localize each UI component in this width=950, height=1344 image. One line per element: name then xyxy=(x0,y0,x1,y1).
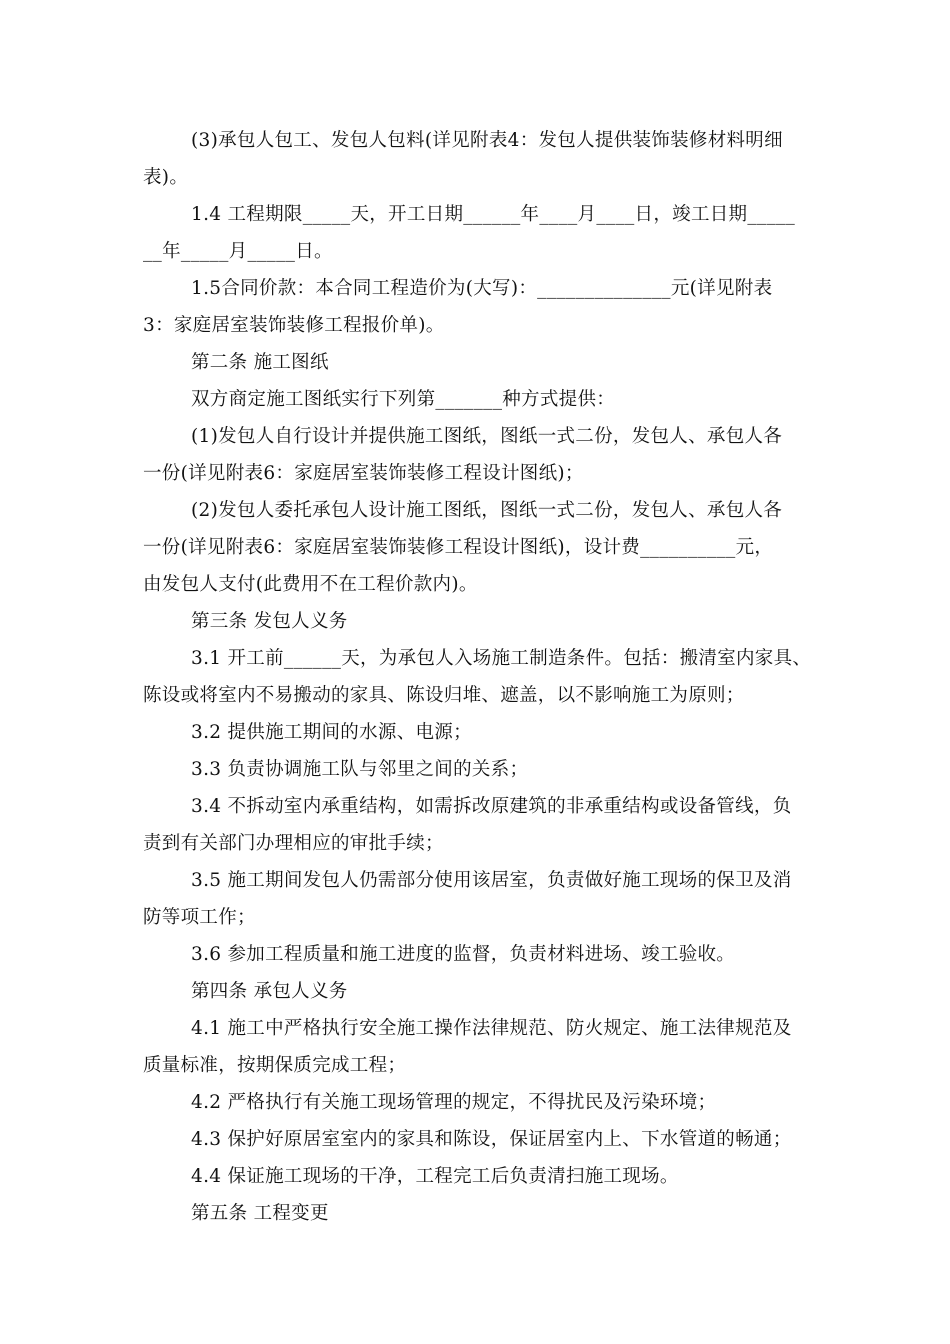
text-line: 1.5合同价款：本合同工程造价为(大写)：______________元(详见附表 xyxy=(191,278,773,299)
text-line: 由发包人支付(此费用不在工程价款内)。 xyxy=(143,574,478,595)
text-line: 1.4 工程期限_____天，开工日期______年____月____日，竣工日期_____ xyxy=(191,204,796,225)
text-line: (1)发包人自行设计并提供施工图纸，图纸一式二份，发包人、承包人各 xyxy=(191,426,783,447)
text-line: 3.2 提供施工期间的水源、电源； xyxy=(191,722,472,743)
document-body xyxy=(143,122,813,1232)
text-line: 第五条 工程变更 xyxy=(191,1203,329,1224)
text-line: 一份(详见附表6：家庭居室装饰装修工程设计图纸)，设计费__________元， xyxy=(143,537,774,558)
text-line: (3)承包人包工、发包人包料(详见附表4：发包人提供装饰装修材料明细 xyxy=(191,130,783,151)
text-line: 防等项工作； xyxy=(143,907,256,928)
text-line: 3.5 施工期间发包人仍需部分使用该居室，负责做好施工现场的保卫及消 xyxy=(191,870,792,891)
text-line: 3：家庭居室装饰装修工程报价单)。 xyxy=(143,315,445,336)
text-line: 4.3 保护好原居室室内的家具和陈设，保证居室内上、下水管道的畅通； xyxy=(191,1129,792,1150)
text-line: 3.6 参加工程质量和施工进度的监督，负责材料进场、竣工验收。 xyxy=(191,944,736,965)
text-line: 3.3 负责协调施工队与邻里之间的关系； xyxy=(191,759,529,780)
text-line: 陈设或将室内不易搬动的家具、陈设归堆、遮盖，以不影响施工为原则； xyxy=(143,685,745,706)
text-line: (2)发包人委托承包人设计施工图纸，图纸一式二份，发包人、承包人各 xyxy=(191,500,783,521)
text-line: 表)。 xyxy=(143,167,189,188)
text-line: 3.1 开工前______天，为承包人入场施工制造条件。包括：搬清室内家具、 xyxy=(191,648,812,669)
text-line: 第三条 发包人义务 xyxy=(191,611,348,632)
text-line: 责到有关部门办理相应的审批手续； xyxy=(143,833,444,854)
text-line: 第二条 施工图纸 xyxy=(191,352,329,373)
text-line: 4.4 保证施工现场的干净，工程完工后负责清扫施工现场。 xyxy=(191,1166,679,1187)
text-line: 质量标准，按期保质完成工程； xyxy=(143,1055,407,1076)
text-line: 一份(详见附表6：家庭居室装饰装修工程设计图纸)； xyxy=(143,463,584,484)
text-line: 3.4 不拆动室内承重结构，如需拆改原建筑的非承重结构或设备管线，负 xyxy=(191,796,792,817)
text-line: 4.1 施工中严格执行安全施工操作法律规范、防火规定、施工法律规范及 xyxy=(191,1018,792,1039)
text-line: __年_____月_____日。 xyxy=(143,241,333,262)
text-line: 第四条 承包人义务 xyxy=(191,981,348,1002)
text-line: 4.2 严格执行有关施工现场管理的规定，不得扰民及污染环境； xyxy=(191,1092,717,1113)
text-line: 双方商定施工图纸实行下列第_______种方式提供： xyxy=(191,389,616,410)
